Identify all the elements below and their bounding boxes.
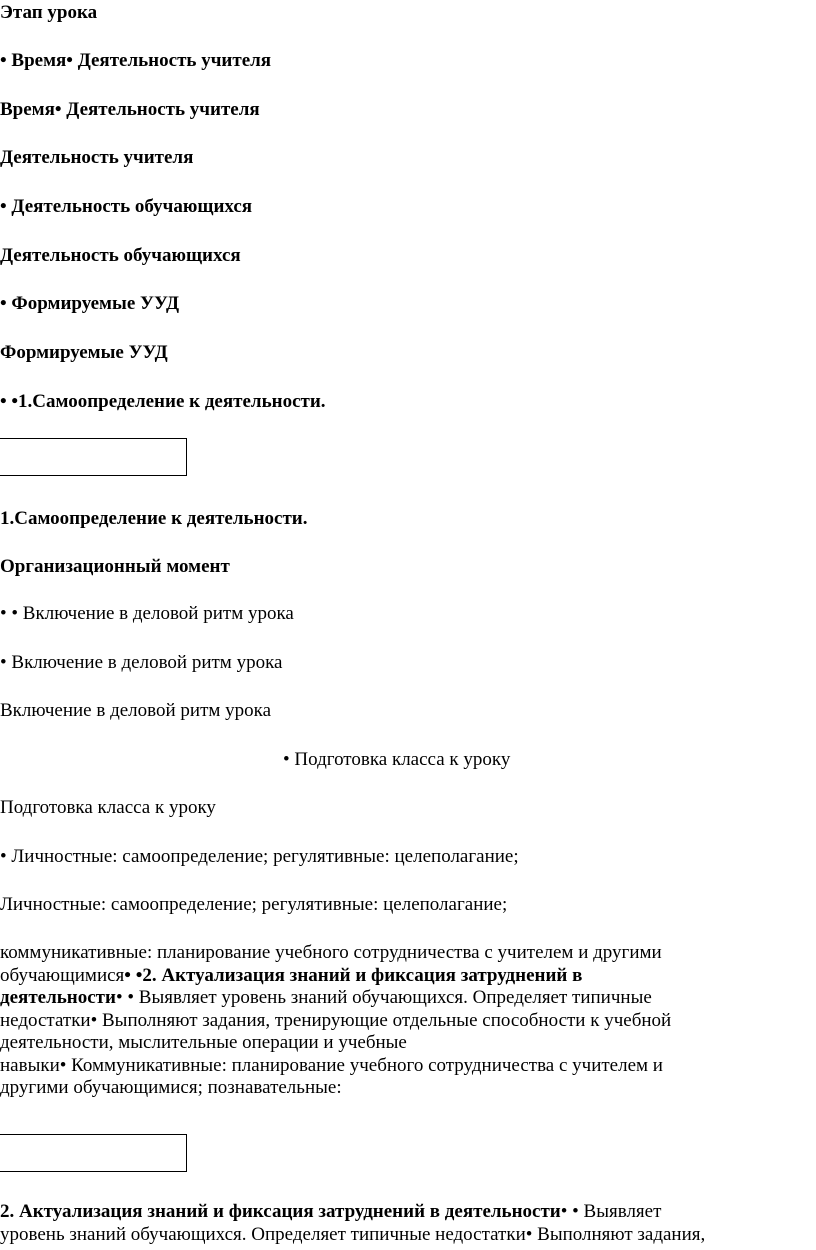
para1-line1: коммуникативные: планирование учебного сотрудничества с учителем и другими bbox=[0, 942, 662, 963]
para1-line3-bold: деятельности bbox=[0, 987, 116, 1008]
para1-line2-normal: обучающимися bbox=[0, 964, 125, 986]
para2-line2: уровень знаний обучающихся. Определяет типичные недостатки• Выполняют задания, bbox=[0, 1223, 706, 1245]
paragraph-communicative-actualization bbox=[0, 942, 800, 1100]
para1-line4: недостатки• Выполняют задания, тренирующие отдельные способности к учебной bbox=[0, 1009, 672, 1031]
heading-time-teacher-activity-2: Время• Деятельность учителя bbox=[0, 99, 260, 120]
heading-teacher-activity: Деятельность учителя bbox=[0, 147, 194, 168]
para1-line3 bbox=[0, 987, 800, 1010]
heading-organizational-moment: Организационный момент bbox=[0, 556, 230, 577]
heading-student-activity: Деятельность обучающихся bbox=[0, 245, 241, 266]
text-class-preparation: Подготовка класса к уроку bbox=[0, 797, 216, 818]
heading-lesson-stage: Этап урока bbox=[0, 2, 98, 23]
heading-self-determination: 1.Самоопределение к деятельности. bbox=[0, 508, 308, 529]
para2-line1-normal: • • Выявляет bbox=[560, 1201, 662, 1222]
paragraph-actualization bbox=[0, 1201, 800, 1246]
text-business-rhythm: Включение в деловой ритм урока bbox=[0, 700, 272, 721]
para1-line3-normal: • • Выявляет уровень знаний обучающихся. Определяет типичные bbox=[115, 987, 652, 1008]
para1-line6: навыки• Коммуникативные: планирование учебного сотрудничества с учителем и bbox=[0, 1054, 663, 1076]
para1-line5: деятельности, мыслительные операции и учебные bbox=[0, 1032, 407, 1053]
text-business-rhythm-bullet: • Включение в деловой ритм урока bbox=[0, 652, 283, 673]
para2-line1 bbox=[0, 1201, 800, 1224]
heading-time-teacher-activity: • Время• Деятельность учителя bbox=[0, 50, 272, 71]
text-personal-regulatory-bullet: • Личностные: самоопределение; регулятивные: целеполагание; bbox=[0, 846, 519, 867]
heading-uud: Формируемые УУД bbox=[0, 342, 168, 363]
para1-line2 bbox=[0, 965, 800, 988]
para1-line7: другими обучающимися; познавательные: bbox=[0, 1077, 342, 1098]
para2-line1-bold: 2. Актуализация знаний и фиксация затруднений в деятельности bbox=[0, 1201, 561, 1222]
text-personal-regulatory: Личностные: самоопределение; регулятивные: целеполагание; bbox=[0, 894, 508, 915]
para1-line2-bold: • •2. Актуализация знаний и фиксация затруднений в bbox=[124, 964, 583, 986]
empty-table-cell-box-2 bbox=[0, 1134, 187, 1172]
heading-uud-bullet: • Формируемые УУД bbox=[0, 293, 180, 314]
heading-self-determination-bullet: • •1.Самоопределение к деятельности. bbox=[0, 391, 326, 412]
heading-student-activity-bullet: • Деятельность обучающихся bbox=[0, 196, 253, 217]
text-class-preparation-bullet: • Подготовка класса к уроку bbox=[283, 749, 511, 770]
text-business-rhythm-bullets: • • Включение в деловой ритм урока bbox=[0, 603, 294, 624]
empty-table-cell-box bbox=[0, 438, 187, 476]
